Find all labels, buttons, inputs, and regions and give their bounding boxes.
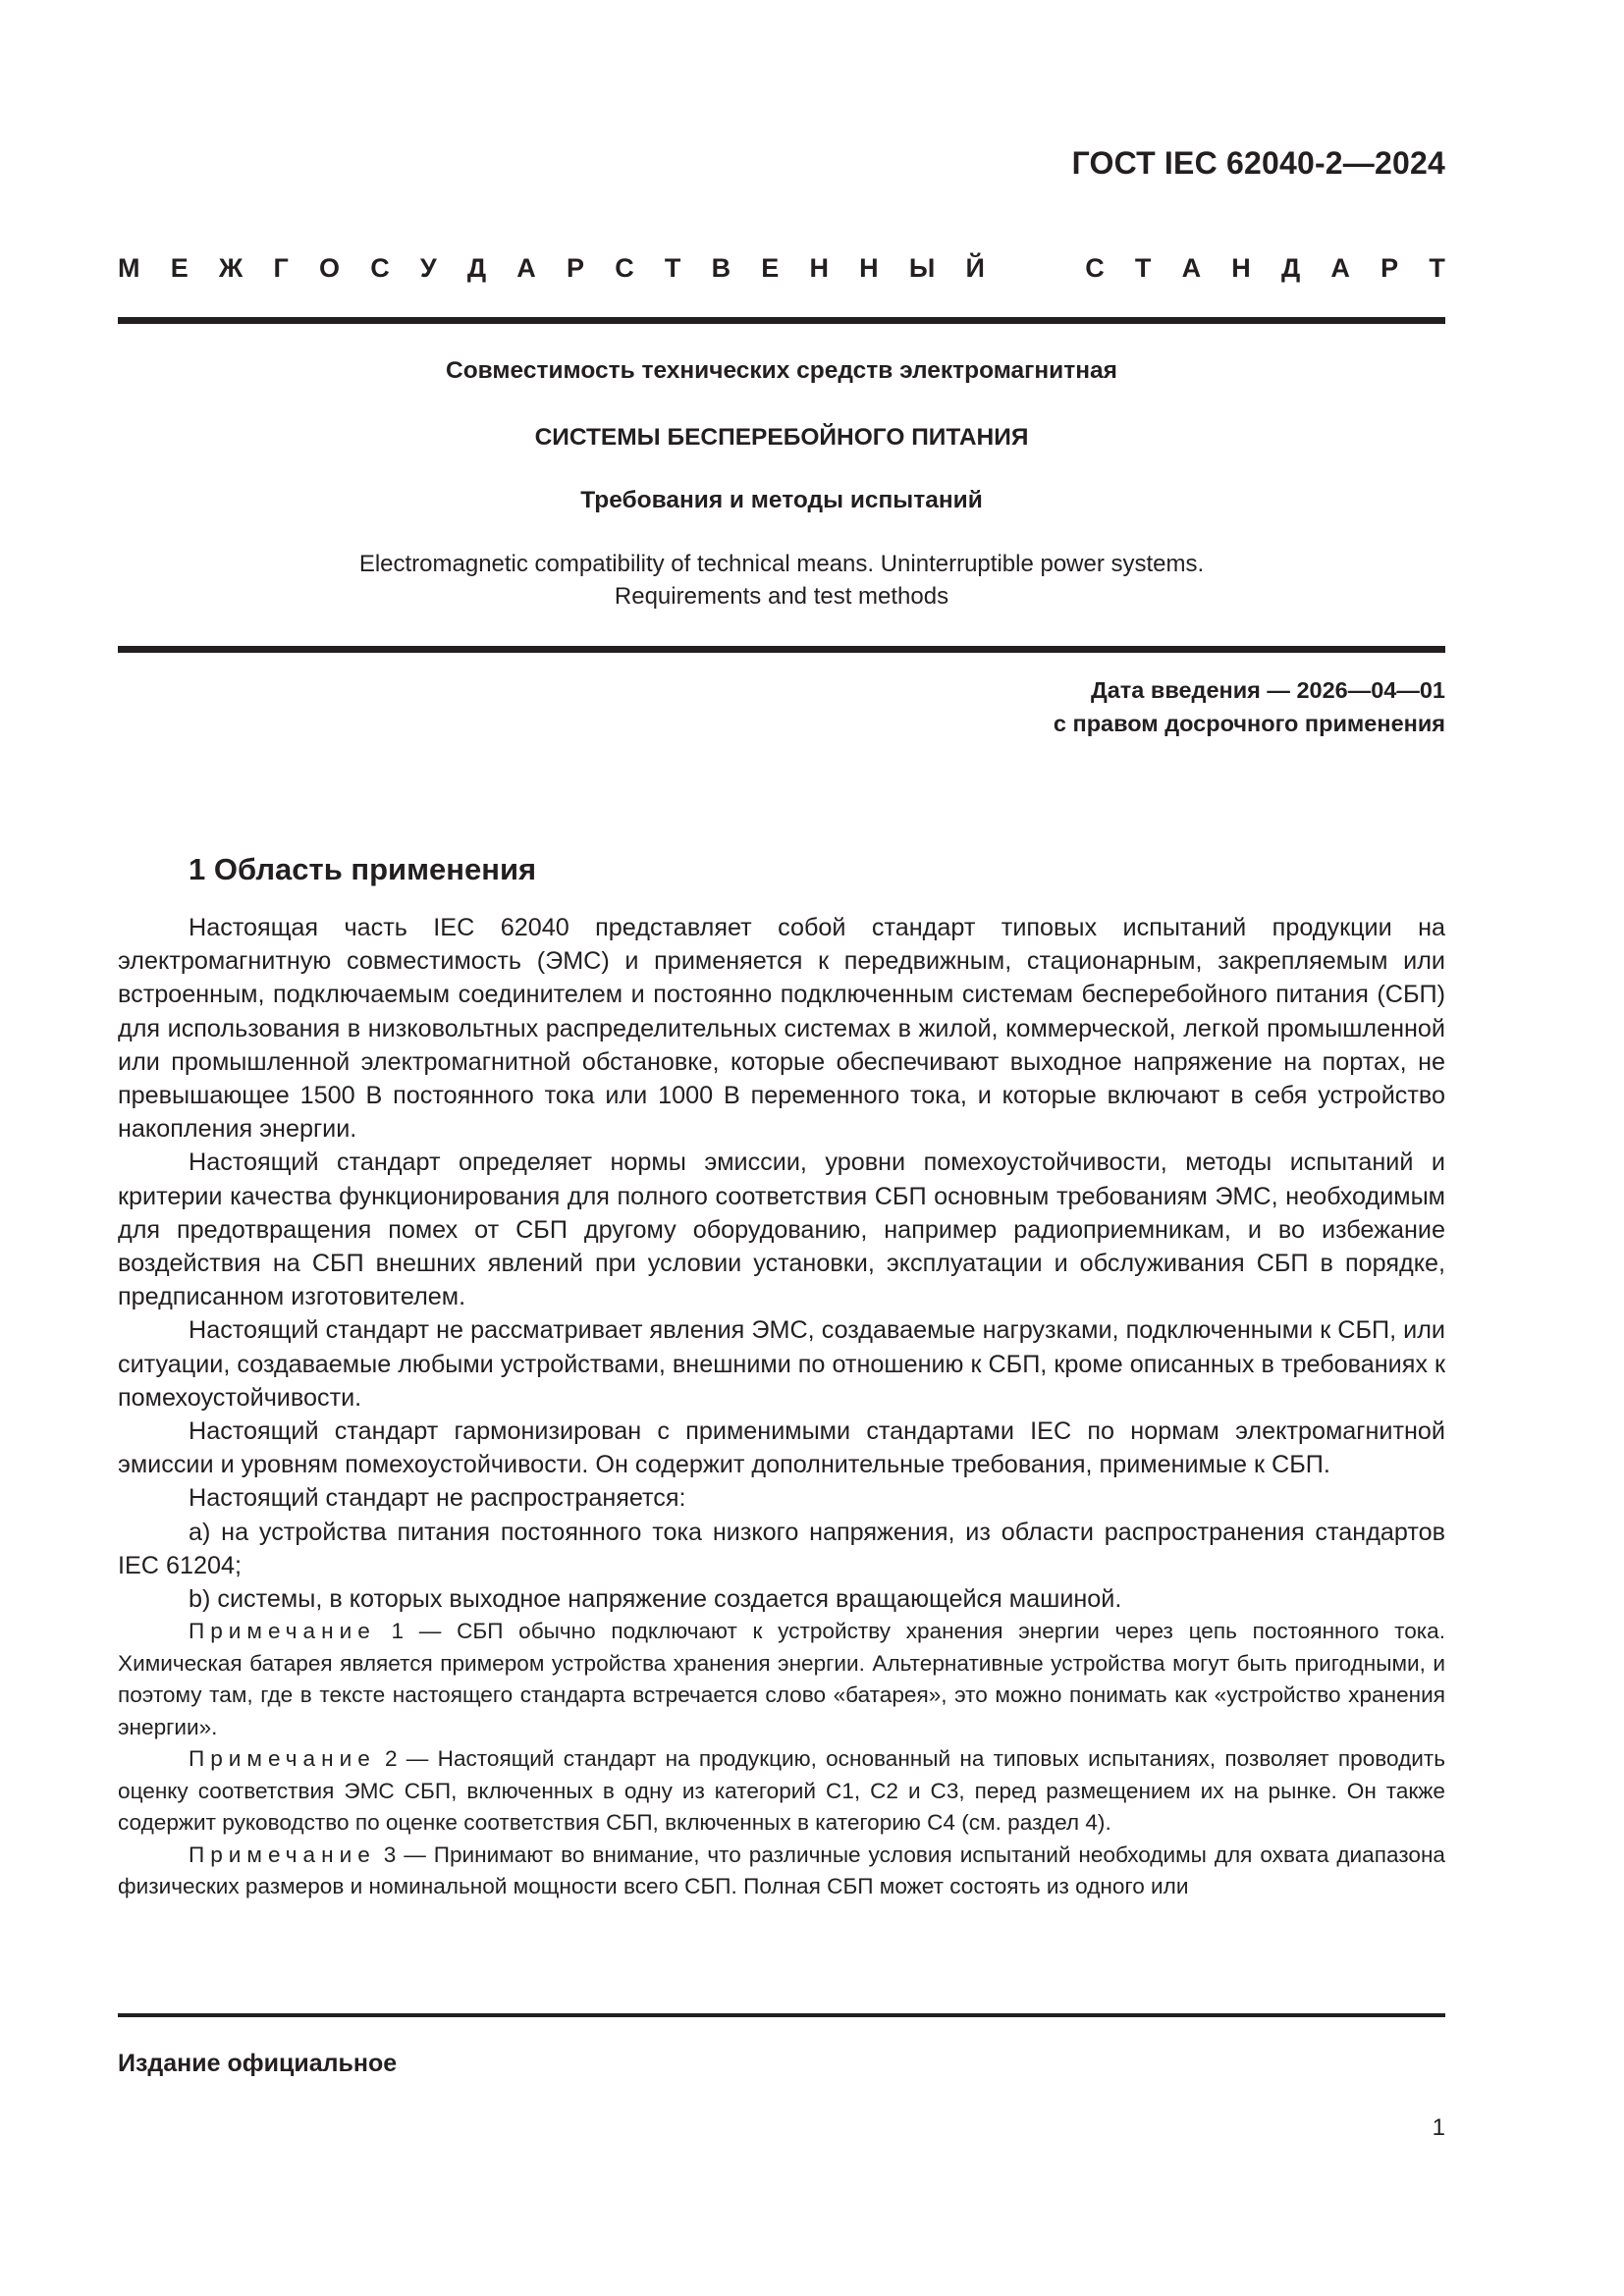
letter: С bbox=[615, 253, 634, 283]
letter: А bbox=[1181, 253, 1202, 283]
paragraph: Настоящий стандарт не рассматривает явления ЭМС, создаваемые нагрузками, подключенными к СБП, или ситуации, создаваемые любыми устройствами, внешними по отношению к СБП, кроме описанных в требованиях к помехоустойчивости. bbox=[118, 1316, 1445, 1412]
section-body bbox=[118, 911, 1445, 1903]
paragraph: Настоящий стандарт определяет нормы эмиссии, уровни помехоустойчивости, методы испытаний и критерии качества функционирования для полного соответствия СБП основным требованиям ЭМС, необходимым для предотвращения помех от СБП другому оборудованию, например радиоприемникам, и во избежание воздействия на СБП внешних явлений при условии установки, эксплуатации и обслуживания СБП в порядке, предписанном изготовителем. bbox=[118, 1148, 1445, 1311]
title-subtitle: Требования и методы испытаний bbox=[580, 487, 983, 513]
footer-divider bbox=[118, 2013, 1445, 2017]
letter: Й bbox=[965, 253, 985, 283]
letter: А bbox=[1330, 253, 1350, 283]
document-code: ГОСТ IEC 62040-2—2024 bbox=[1071, 145, 1445, 181]
letter: Н bbox=[1231, 253, 1251, 283]
note bbox=[118, 1743, 1445, 1840]
letter: Е bbox=[170, 253, 189, 283]
note-text: 3 — Принимают во внимание, что различные условия испытаний необходимы для охвата диапазона физических размеров и номинальной мощности всего СБП. Полная СБП может состоять из одного или bbox=[118, 1842, 1445, 1899]
letter: Т bbox=[1429, 253, 1445, 283]
letter: Ж bbox=[218, 253, 244, 283]
letter: Г bbox=[273, 253, 289, 283]
title-english-line: Requirements and test methods bbox=[614, 583, 949, 610]
paragraph: Настоящий стандарт не распространяется: bbox=[189, 1484, 686, 1513]
header-divider bbox=[118, 317, 1445, 324]
letter: М bbox=[118, 253, 140, 283]
letter: С bbox=[1085, 253, 1105, 283]
title-upper: СИСТЕМЫ БЕСПЕРЕБОЙНОГО ПИТАНИЯ bbox=[534, 424, 1029, 451]
letter: Р bbox=[1380, 253, 1399, 283]
title-main: Совместимость технических средств электромагнитная bbox=[446, 357, 1117, 384]
title-divider bbox=[118, 646, 1445, 653]
early-use-line: с правом досрочного применения bbox=[1053, 711, 1445, 736]
official-edition: Издание официальное bbox=[118, 2050, 398, 2077]
list-item: b) системы, в которых выходное напряжение создается вращающейся машиной. bbox=[189, 1585, 1122, 1614]
note-label: Примечание bbox=[189, 1619, 376, 1644]
paragraph: Настоящий стандарт гармонизирован с применимыми стандартами IEC по нормам электромагнитной эмиссии и уровням помехоустойчивости. Он содержит дополнительные требования, применимые к СБП. bbox=[118, 1417, 1445, 1479]
document-page bbox=[118, 0, 1445, 2296]
letter: В bbox=[711, 253, 731, 283]
letter: О bbox=[318, 253, 340, 283]
note-text: 2 — Настоящий стандарт на продукцию, основанный на типовых испытаниях, позволяет проводить оценку соответствия ЭМС СБП, включенных в одну из категорий С1, С2 и С3, перед размещением их на рынке. Он также содержит руководство по оценке соответствия СБП, включенных в категорию С4 (см. раздел 4). bbox=[118, 1746, 1445, 1836]
page-number: 1 bbox=[1432, 2114, 1445, 2141]
section-title: 1 Область применения bbox=[189, 852, 537, 886]
letter: Е bbox=[761, 253, 780, 283]
letter: Р bbox=[566, 253, 584, 283]
letter: Д bbox=[1280, 253, 1301, 283]
title-english bbox=[118, 548, 1445, 613]
letter: Ы bbox=[908, 253, 936, 283]
introduction-date bbox=[1054, 673, 1445, 740]
paragraph: Настоящая часть IEC 62040 представляет собой стандарт типовых испытаний продукции на электромагнитную совместимость (ЭМС) и применяется к передвижным, стационарным, закрепляемым или встроенным, подключаемым соединителем и постоянно подключенным системам бесперебойного питания (СБП) для использования в низковольтных распределительных системах в жилой, коммерческой, легкой промышленной или промышленной электромагнитной обстановке, которые обеспечивают выходное напряжение на портах, не превышающее 1500 В постоянного тока или 1000 В переменного тока, и которые включают в себя устройство накопления энергии. bbox=[118, 914, 1445, 1144]
note-label: Примечание bbox=[189, 1842, 376, 1867]
title-english-line: Electromagnetic compatibility of technical means. Uninterruptible power systems. bbox=[358, 551, 1205, 577]
note bbox=[118, 1840, 1445, 1903]
word-gap bbox=[1015, 253, 1055, 284]
list-item: а) на устройства питания постоянного тока низкого напряжения, из области распространения стандартов IEC 61204; bbox=[118, 1518, 1445, 1579]
note bbox=[118, 1616, 1445, 1743]
letter: Т bbox=[664, 253, 681, 283]
letter: Т bbox=[1134, 253, 1152, 283]
letter: Н bbox=[859, 253, 879, 283]
letter: У bbox=[419, 253, 437, 283]
letter: Д bbox=[466, 253, 487, 283]
letter: С bbox=[370, 253, 390, 283]
note-text: 1 — СБП обычно подключают к устройству хранения энергии через цепь постоянного тока. Химическая батарея является примером устройства хранения энергии. Альтернативные устройства могут быть пригодными, и поэтому там, где в тексте настоящего стандарта встречается слово «батарея», это можно понимать как «устройство хранения энергии». bbox=[118, 1619, 1445, 1739]
letter: Н bbox=[809, 253, 829, 283]
standard-kind-heading bbox=[118, 253, 1445, 284]
letter: А bbox=[516, 253, 536, 283]
note-label: Примечание bbox=[189, 1746, 376, 1772]
introduction-date-line: Дата введения — 2026—04—01 bbox=[1090, 677, 1445, 703]
